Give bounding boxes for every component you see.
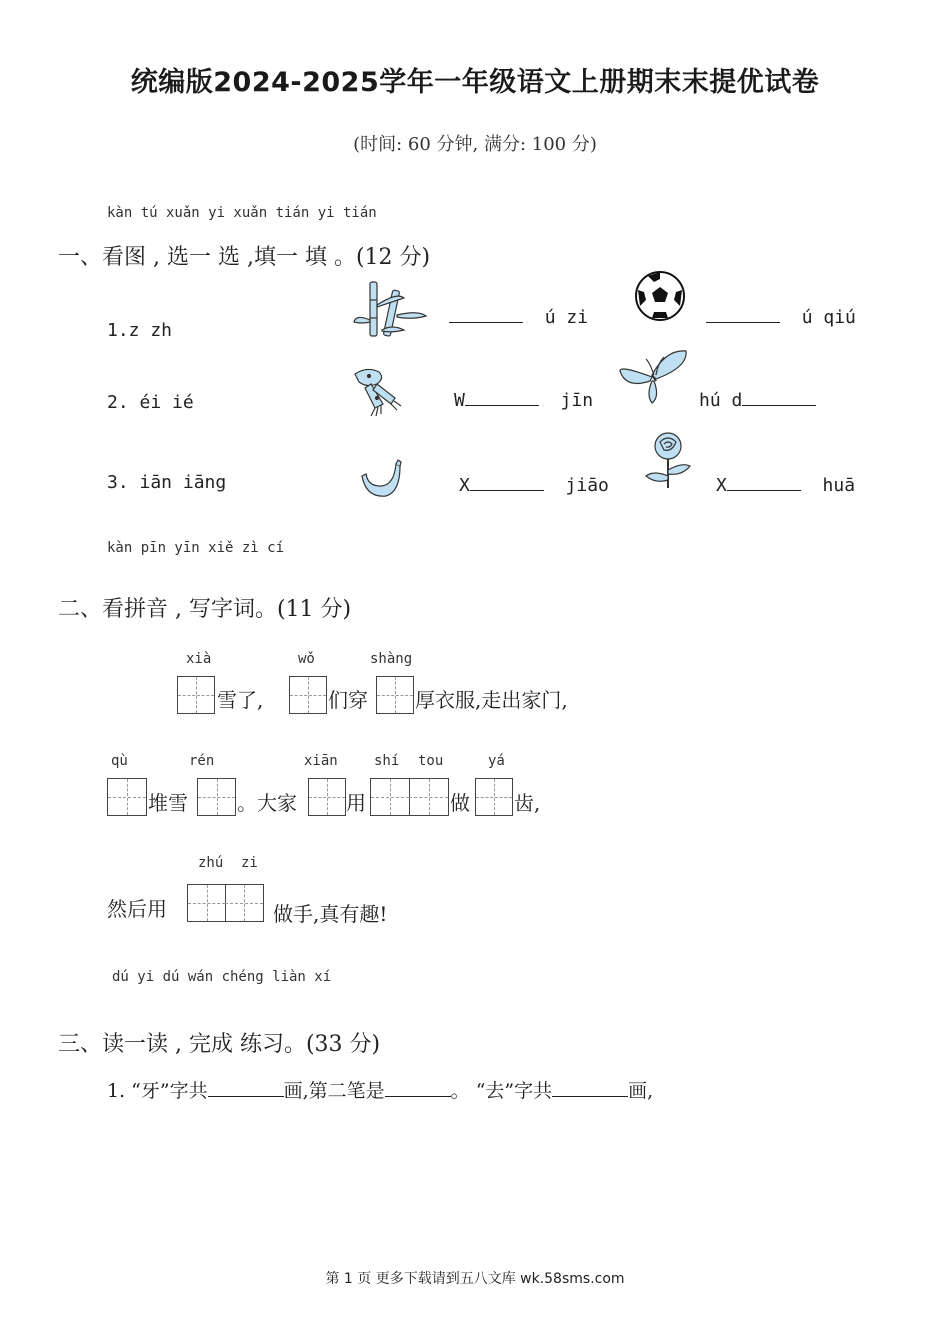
char-box-qu[interactable] [107,778,147,816]
s1-row3-answer-a [459,472,609,496]
char-box-shang[interactable] [376,676,414,714]
s1-row3-b-suffix: huā [822,475,856,496]
answer-blank[interactable] [706,304,780,323]
word-box-shitou[interactable] [370,778,449,816]
pinyin-shi: shí [374,753,400,769]
pinyin-zhu: zhú [198,855,224,871]
answer-blank[interactable] [552,1078,628,1097]
s1-row1-b-suffix: ú qiú [801,307,856,328]
q1-part-d: 画, [628,1080,654,1102]
s1-row2-a-prefix: W [454,390,465,411]
s1-row3-a-prefix: X [459,475,470,496]
answer-blank[interactable] [465,387,539,406]
section1-heading: 一、看图 , 选一 选 ,填一 填 。(12 分) [58,245,431,270]
bamboo-icon [352,280,432,340]
s2-l2-text4: 做 [450,791,470,815]
banana-icon [356,458,406,500]
s2-l1-text3: 厚衣服,走出家门, [415,688,568,712]
s1-row3-a-suffix: jiāo [565,475,609,496]
pinyin-ya: yá [488,753,505,769]
page-footer: 第 1 页 更多下载请到五八文库 wk.58sms.com [325,1271,625,1287]
s2-l3-text2: 做手,真有趣! [273,902,388,926]
pinyin-shang: shàng [370,651,413,667]
scarf-icon [347,364,407,419]
pinyin-xian: xiān [304,753,338,769]
s2-l1-text2: 们穿 [328,688,368,712]
answer-blank[interactable] [449,304,523,323]
pinyin-tou: tou [418,753,444,769]
section3-heading: 三、读一读 , 完成 练习。(33 分) [58,1032,381,1057]
s1-row1-a-suffix: ú zi [544,307,589,328]
page-title: 统编版2024-2025学年一年级语文上册期末末提优试卷 [130,67,820,98]
butterfly-icon [616,345,690,407]
s1-row3-b-prefix: X [716,475,727,496]
s3-question1 [107,1076,653,1103]
answer-blank[interactable] [727,472,801,491]
s2-l3-text1: 然后用 [107,897,167,921]
pinyin-wo: wǒ [298,651,315,667]
s1-row2-answer-b [699,387,816,411]
answer-blank[interactable] [742,387,816,406]
s1-row1-answer-a [449,304,588,328]
section3-pinyin: dú yi dú wán chéng liàn xí [112,969,332,985]
answer-blank[interactable] [385,1078,451,1097]
pinyin-xia: xià [186,651,212,667]
s1-row3-label: 3. iān iāng [107,472,227,493]
pinyin-ren: rén [189,753,215,769]
s1-row1-answer-b [706,304,856,328]
q1-part-a: 1. “牙”字共 [107,1080,208,1102]
pinyin-zi: zi [241,855,258,871]
char-box-ren[interactable] [197,778,236,816]
s2-l2-text3: 用 [346,791,366,815]
s1-row2-b-prefix: hú d [699,390,743,411]
word-box-zhuzi[interactable] [187,884,264,922]
s1-row2-label: 2. éi ié [107,392,194,413]
section2-pinyin: kàn pīn yīn xiě zì cí [107,540,285,556]
s2-l1-text1: 雪了, [217,688,264,712]
s1-row3-answer-b [716,472,855,496]
s1-row1-label: 1.z zh [107,320,173,341]
flower-icon [642,430,694,492]
exam-info: (时间: 60 分钟, 满分: 100 分) [353,134,597,155]
s2-l2-text1: 堆雪 [148,791,188,815]
char-box-xian[interactable] [308,778,346,816]
s1-row2-a-suffix: jīn [560,390,594,411]
char-box-ya[interactable] [475,778,513,816]
q1-part-b: 画,第二笔是 [283,1080,385,1102]
answer-blank[interactable] [208,1078,284,1097]
section1-pinyin: kàn tú xuǎn yi xuǎn tián yi tián [107,205,377,221]
char-box-xia[interactable] [177,676,215,714]
s2-l2-text5: 齿, [514,791,541,815]
pinyin-qu: qù [111,753,128,769]
s2-l2-text2: 。大家 [237,791,297,815]
soccer-ball-icon [634,270,686,322]
answer-blank[interactable] [470,472,544,491]
section2-heading: 二、看拼音 , 写字词。(11 分) [58,597,352,622]
char-box-wo[interactable] [289,676,327,714]
s1-row2-answer-a [454,387,593,411]
q1-part-c: 。 “去”字共 [450,1080,553,1102]
